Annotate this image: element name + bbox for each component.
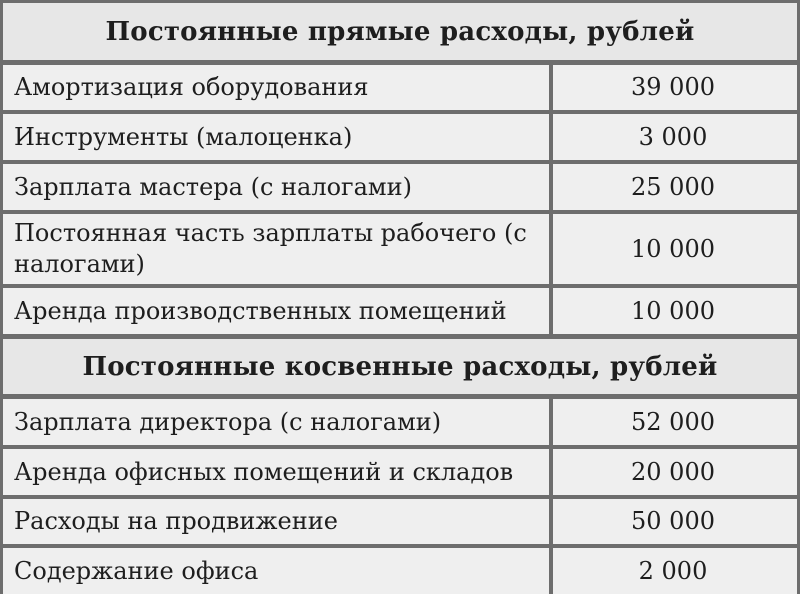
table-row-value: 2 000 xyxy=(553,548,797,594)
table-row-label: Содержание офиса xyxy=(3,548,549,594)
section-title: Постоянные косвенные расходы, рублей xyxy=(82,351,718,382)
table-row-value: 39 000 xyxy=(553,65,797,110)
table-row-label: Аренда офисных помещений и складов xyxy=(3,449,549,495)
table-row-label: Аренда производственных помещений xyxy=(3,288,549,334)
table-row-value: 10 000 xyxy=(553,214,797,284)
table-row-label: Инструменты (малоценка) xyxy=(3,114,549,160)
table-row-label: Расходы на продвижение xyxy=(3,499,549,544)
table-row-label: Амортизация оборудования xyxy=(3,65,549,110)
table-row-value: 3 000 xyxy=(553,114,797,160)
table-row-value: 50 000 xyxy=(553,499,797,544)
table-row-value: 10 000 xyxy=(553,288,797,334)
table-row-value: 25 000 xyxy=(553,164,797,210)
table-row-value: 20 000 xyxy=(553,449,797,495)
table-row-label: Зарплата директора (с налогами) xyxy=(3,399,549,445)
section-title: Постоянные прямые расходы, рублей xyxy=(105,16,695,47)
table-row-value: 52 000 xyxy=(553,399,797,445)
table-row-label: Постоянная часть зарплаты рабочего (с налогами) xyxy=(3,214,549,284)
table-row-label: Зарплата мастера (с налогами) xyxy=(3,164,549,210)
section-header-direct xyxy=(3,3,797,60)
section-header-indirect xyxy=(3,339,797,394)
